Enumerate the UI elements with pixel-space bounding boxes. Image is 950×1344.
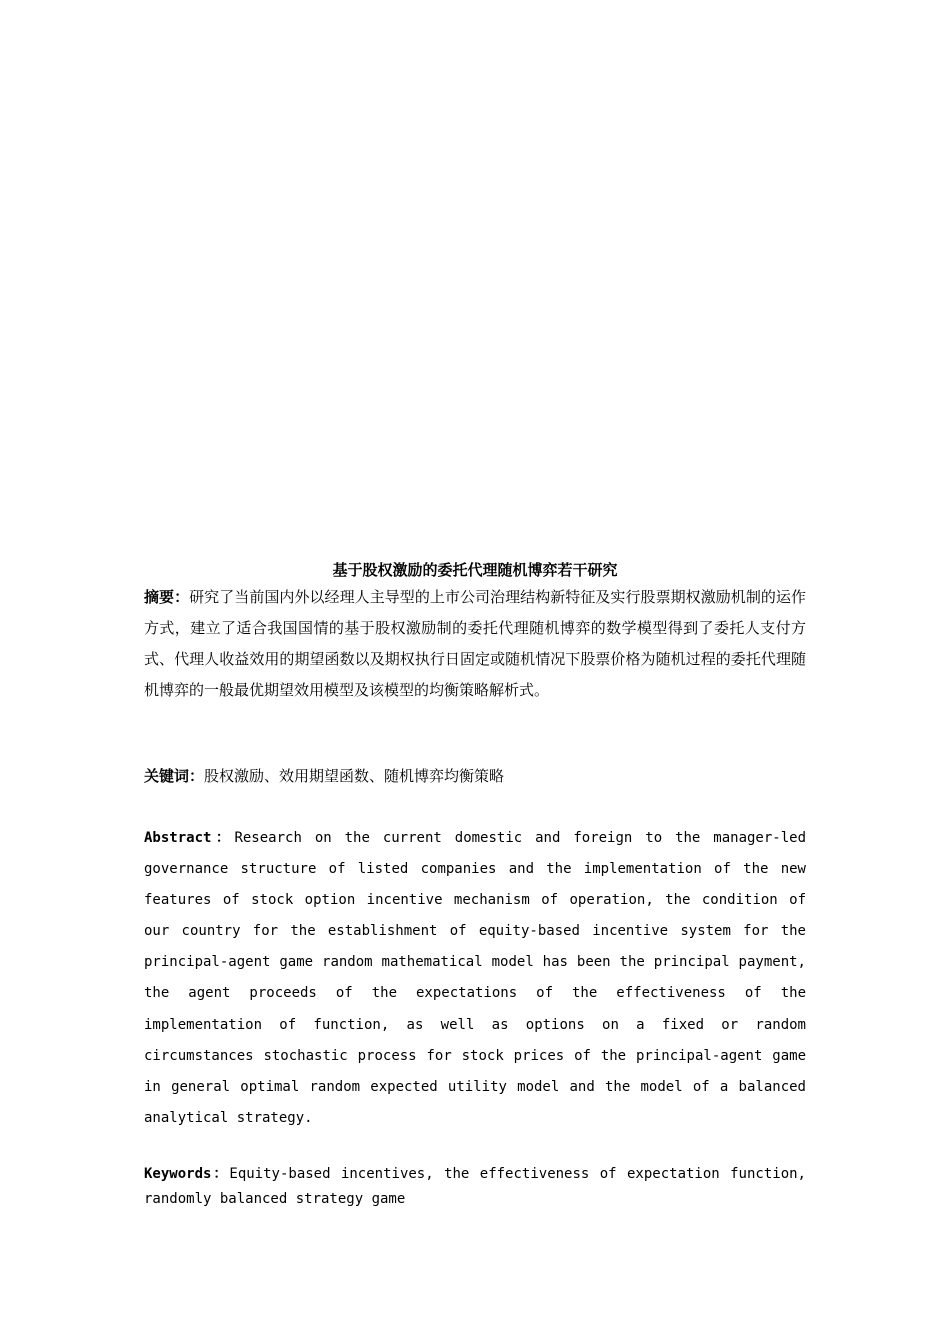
- english-keywords-text: Equity-based incentives, the effectiveness of expectation function, randomly balanced strategy game: [144, 1166, 806, 1207]
- chinese-abstract-text: 研究了当前国内外以经理人主导型的上市公司治理结构新特征及实行股票期权激励机制的运作方式，建立了适合我国国情的基于股权激励制的委托代理随机博弈的数学模型得到了委托人支付方式、代理人收益效用的期望函数以及期权执行日固定或随机情况下股票价格为随机过程的委托代理随机博弈的一般最优期望效用模型及该模型的均衡策略解析式。: [144, 588, 806, 699]
- chinese-keywords-text: 股权激励、效用期望函数、随机博弈均衡策略: [204, 767, 505, 785]
- english-abstract-label: Abstract：: [144, 830, 235, 846]
- paper-title: 基于股权激励的委托代理随机博弈若干研究: [332, 561, 618, 579]
- chinese-keywords: [144, 764, 806, 788]
- english-keywords: [144, 1162, 806, 1212]
- chinese-abstract: [144, 582, 806, 706]
- english-abstract: [144, 823, 806, 1134]
- english-abstract-text: Research on the current domestic and foreign to the manager-led governance structure of listed companies and the implementation of the new features of stock option incentive mechanism of operation, the condition of our country for the establishment of equity-based incentive system for the principal-agent game random mathematical model has been the principal payment, the agent proceeds of the expectations of the effectiveness of the implementation of function, as well as options on a fixed or random circumstances stochastic process for stock prices of the principal-agent game in general optimal random expected utility model and the model of a balanced analytical strategy.: [144, 830, 807, 1126]
- chinese-abstract-label: 摘要：: [144, 588, 190, 606]
- english-keywords-label: Keywords：: [144, 1166, 230, 1182]
- chinese-keywords-label: 关键词：: [144, 767, 205, 785]
